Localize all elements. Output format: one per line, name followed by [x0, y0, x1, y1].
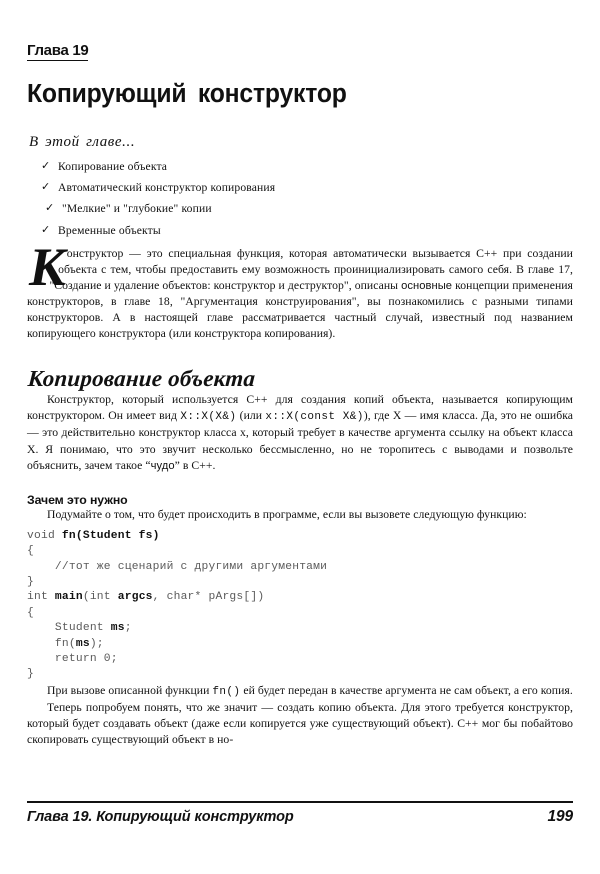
section-heading-copy-object: Копирование объекта [27, 366, 257, 392]
para2-text-b: ей будет передан в качестве аргумента не сам объект, а его копия. [240, 683, 573, 697]
para-text-b: (или [236, 409, 266, 423]
in-this-chapter-list [27, 161, 573, 236]
list-item-label: "Мелкие" и "глубокие" копии [62, 202, 212, 216]
para2-text-a: При вызове описанной функции [47, 683, 213, 697]
chapter-label-wrapper [27, 42, 573, 61]
intro-text-part1: онструктор — это специальная функция, которая автоматически вызывается С++ при создании объекта с тем, чтобы предоставить ему возможность проинициализировать самого себя. В главе 17, "Создание и удаление объектов: конструктор и деструктор", описаны [49, 246, 573, 292]
page-footer [27, 808, 573, 826]
list-item-label: Копирование объекта [58, 160, 168, 174]
checkmark-icon: ✓ [41, 180, 51, 194]
list-item-label: Временные объекты [58, 223, 161, 237]
para-emphasis-word: чудо [150, 459, 175, 472]
page-content [27, 42, 573, 748]
inline-code-x-copy-ctor: X::X(X&) [180, 411, 237, 424]
intro-emphasis-word: основные [401, 279, 453, 292]
list-item-label: Автоматический конструктор копирования [58, 181, 276, 195]
footer-title: Глава 19. Копирующий конструктор [27, 809, 294, 825]
page-number: 199 [547, 808, 573, 825]
intro-text-part2: концепции применения конструкторов, в главе 18, "Аргументация конструирования", вы познакомились с разными типами конструкторов. А в настоящей главе рассматривается частный случай, известный под названием копирующего конструктора (или конструктора копирования). [27, 278, 573, 341]
subsection-paragraph-1: Подумайте о том, что будет происходить в программе, если вы вызовете следующую функцию: [47, 507, 527, 521]
chapter-title: Копирующий конструктор [27, 80, 347, 109]
para-text-a: Конструктор, который используется С++ для создания копий объекта, называется копирующим конструктором. Он имеет вид [27, 393, 573, 423]
drop-cap: К [29, 236, 66, 297]
list-item [27, 203, 573, 215]
list-item [27, 161, 573, 173]
checkmark-icon: ✓ [45, 201, 55, 215]
list-item [27, 182, 573, 194]
chapter-label: Глава 19 [27, 42, 88, 61]
para-text-c: ), где X — имя класса. Да, это не ошибка — это действительно конструктор класса x, который требует в качестве аргумента ссылку на объект класса X. Я понимаю, что это звучит несколько бессмысленно, но не торопитесь с выводами и позвольте объяснить, зачем такое “ [27, 409, 573, 472]
checkmark-icon: ✓ [41, 222, 51, 236]
code-listing: void fn(Student fs) { //тот же сценарий с другими аргументами } int main(int argcs, char* pArgs[]) { Student ms; fn(ms); return 0; } [27, 529, 328, 681]
intro-paragraph [27, 236, 573, 343]
footer-divider [27, 801, 573, 803]
checkmark-icon: ✓ [41, 159, 51, 173]
inline-code-fn: fn() [212, 685, 241, 698]
section-paragraph-1 [27, 392, 573, 473]
in-this-chapter-heading: В этой главе... [29, 134, 136, 151]
inline-code-x-const-copy-ctor: x::X(const X&) [265, 411, 364, 424]
subsection-heading-why: Зачем это нужно [27, 492, 128, 507]
para-text-d: ” в С++. [174, 458, 216, 472]
subsection-paragraph-3: Теперь попробуем понять, что же значит — создать копию объекта. Для этого требуется конструктор, который будет создавать объект (даже если копируется уже существующий объект). С++ мог бы побайтово скопировать существующий объект в но- [27, 700, 573, 747]
list-item [27, 222, 573, 237]
subsection-paragraph-2 [27, 683, 573, 700]
